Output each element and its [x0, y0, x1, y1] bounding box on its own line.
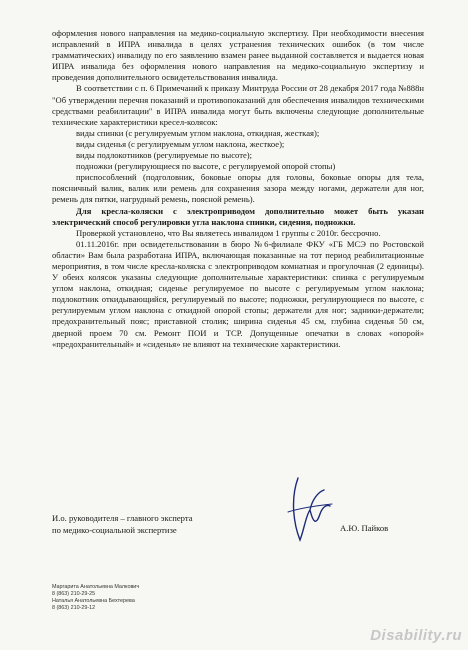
list-item-footrests: подножки (регулирующиеся по высоте, с регулируемой опорой стопы) [76, 161, 336, 172]
paragraph-ipra-corrections: оформления нового направления на медико-социальную экспертизу. При необходимости внесения исправлений в ИПРА инвалида в целях устранения технических ошибок (в том числе грамматических) инвалиду по его заявлению взамен ранее выданной составляется и выдается новая ИПРА инвалида без оформления нового направления на медико-социальную экспертизу и проведения дополнительного освидетельствования инвалида. [52, 28, 424, 83]
paragraph-ipra-details: 01.11.2016г. при освидетельствовании в бюро №6-филиале ФКУ «ГБ МСЭ по Ростовской области» Вам была разработана ИПРА, включающая показанные на тот период реабилитационные мероприятия, в том числе кресла-коляска с электроприводом комнатная и прогулочная (2 единицы). У обеих колясок указаны следующие дополнительные характеристики: спинка с регулируемым углом наклона, откидная; сиденье регулируемое по высоте с регулируемым углом наклона; подлокотник откидывающийся, регулируемый по высоте; подножки, регулирующиеся по высоте, с регулируемым углом наклона с откидной опорой стопы; держатели для ног; задники-держатели; предохранительный пояс; приставной столик; ширина сиденья 45 см, глубина сиденья 50 см, дверной проем 70 см. Ремонт ПОИ и ТСР. Допущенные опечатки в словах «опорой» «предохранительный» и «сиденья» не влияют на технические характеристики. [52, 238, 424, 349]
contacts-footer [52, 584, 272, 612]
handwritten-signature [280, 470, 340, 550]
site-watermark: Disability.ru [370, 627, 462, 644]
letter-body [52, 28, 424, 350]
list-item-backrest: виды спинки (с регулируемым углом наклона, откидная, жесткая); [76, 127, 320, 138]
list-item-devices: приспособлений (подголовник, боковые опоры для головы, боковые опоры для тела, поясничный валик, валик или ремень для сохранения зазора между ногами, держатели для ног, ремень для пятки, нагрудный ремень, поясной ремень). [52, 172, 424, 205]
signatory-title-line1: И.о. руководителя – главного эксперта [52, 513, 193, 523]
paragraph-disability-group: Проверкой установлено, что Вы являетесь инвалидом 1 группы с 2010г. бессрочно. [76, 227, 381, 238]
contact-phone-2: 8 (863) 210-29-12 [52, 605, 96, 611]
paragraph-electric-drive: Для кресла-коляски с электроприводом дополнительно может быть указан электрический способ регулировки угла наклона спинки, сидения, подножки. [52, 205, 424, 227]
signatory-title [52, 512, 282, 536]
contact-name-1: Маргарита Анатольевна Малкович [52, 584, 140, 590]
paragraph-mintrud-order: В соответствии с п. 6 Примечаний к приказу Минтруда России от 28 декабря 2017 года №888н "Об утверждении перечня показаний и противопоказаний для обеспечения инвалидов техническими средствами реабилитации" в ИПРА инвалида могут быть включены следующие дополнительные технические характеристики кресел-колясок: [52, 83, 424, 127]
list-item-seat: виды сиденья (с регулируемым углом наклона, жесткое); [76, 138, 285, 149]
contact-phone-1: 8 (863) 210-29-25 [52, 591, 96, 597]
list-item-armrests: виды подлокотников (регулируемые по высоте); [76, 150, 253, 161]
signatory-title-line2: по медико-социальной экспертизе [52, 525, 177, 535]
contact-name-2: Наталья Анатольевна Бехтерева [52, 598, 135, 604]
signatory-name: А.Ю. Пайков [340, 523, 389, 533]
